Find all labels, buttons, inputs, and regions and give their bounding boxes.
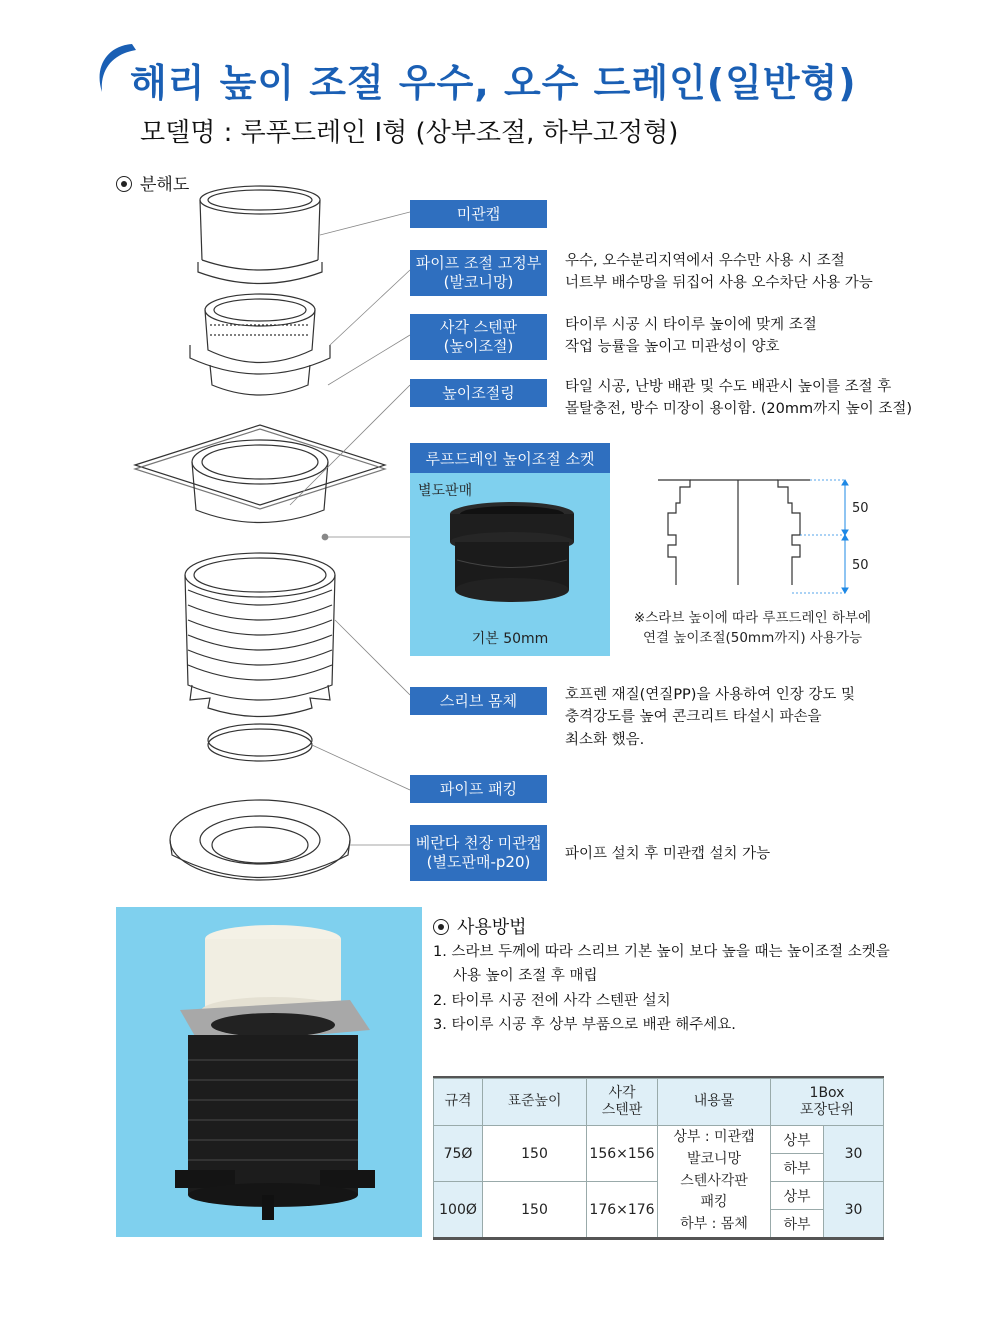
page-title: 해리 높이 조절 우수, 오수 드레인(일반형) [130,61,857,105]
dim-top: 50 [852,501,869,516]
cell-upper: 상부 [771,1126,824,1154]
usage-steps [433,940,890,1037]
label-pipe-fix-line2: (발코니망) [443,273,514,291]
th-plate: 사각 스텐판 [587,1079,658,1126]
desc-plate [565,314,817,359]
exploded-heading-text: 분해도 [140,175,190,195]
th-size: 규격 [434,1079,483,1126]
cell-unit: 30 [824,1126,884,1182]
desc-ring-line1: 타일 시공, 난방 배관 및 수도 배관시 높이를 조절 후 [565,379,892,395]
desc-pipe-fix [565,250,873,295]
cell-contents [658,1126,771,1238]
desc-plate-line2: 작업 능률을 높이고 미관성이 양호 [565,339,780,356]
socket-title: 루프드레인 높이조절 소켓 [410,443,610,473]
label-packing: 파이프 패킹 [410,775,547,803]
bullet-icon [433,919,449,935]
label-plate-line1: 사각 스텐판 [439,318,518,337]
sleeve-body-part [185,553,335,717]
table-bottom-border [433,1237,884,1240]
cap-part [198,186,322,284]
label-plate-line2: (높이조절) [443,337,514,355]
product-photo-icon [170,925,380,1225]
label-ring: 높이조절링 [410,379,547,407]
desc-plate-line1: 타이루 시공 시 타이루 높이에 맞게 조절 [565,317,817,333]
usage-step-2: 2. 타이루 시공 전에 사각 스텐판 설치 [433,992,671,1009]
contents-line1: 상부 : 미관캡 [673,1129,755,1146]
label-veranda-line2: (별도판매-p20) [426,853,531,871]
socket-note [620,608,885,649]
cell-lower: 하부 [771,1154,824,1182]
th-height: 표준높이 [483,1079,587,1126]
cell-unit: 30 [824,1182,884,1238]
label-veranda [410,825,547,881]
contents-line5: 하부 : 몸체 [680,1216,748,1233]
contents-line2: 발코니망 [686,1150,742,1167]
desc-veranda: 파이프 설치 후 미관캡 설치 가능 [565,846,771,862]
cell-size: 75Ø [434,1126,483,1182]
model-name: 모델명 : 루푸드레인 I형 (상부조절, 하부고정형) [140,118,679,148]
cell-plate: 156×156 [587,1126,658,1182]
desc-body [565,684,855,751]
packing-part [208,724,312,761]
usage-step-1: 1. 스라브 두께에 따라 스리브 기본 높이 보다 높을 때는 높이조절 소켓을 [433,944,890,960]
label-body: 스리브 몸체 [410,687,547,715]
table-header-row [434,1079,884,1126]
label-plate [410,314,547,360]
usage-step-1-cont: 사용 높이 조절 후 매립 [453,968,598,985]
contents-line3: 스텐사각판 [680,1172,748,1189]
desc-ring [565,376,912,421]
cell-height: 150 [483,1182,587,1238]
socket-note-line1: ※스라브 높이에 따라 루프드레인 하부에 [633,610,872,626]
usage-step-3: 3. 타이루 시공 후 상부 부품으로 배관 해주세요. [433,1017,736,1034]
desc-body-line1: 호프렌 재질(연질PP)을 사용하여 인장 강도 및 [565,687,855,703]
desc-pipe-fix-line2: 너트부 배수망을 뒤집어 사용 오수차단 사용 가능 [565,275,873,292]
pipe-fix-part [190,294,330,395]
desc-body-line3: 최소화 했음. [565,731,645,748]
label-pipe-fix [410,250,547,296]
contents-line4: 패킹 [700,1194,728,1211]
th-unit: 1Box 포장단위 [771,1079,884,1126]
desc-ring-line2: 몰탈충전, 방수 미장이 용이함. (20mm까지 높이 조절) [565,401,913,418]
socket-caption: 기본 50mm [471,631,549,647]
veranda-cap-part [170,800,350,880]
usage-heading-text: 사용방법 [457,917,527,938]
desc-body-line2: 충격강도를 높여 콘크리트 타설시 파손을 [565,709,822,726]
label-cap: 미관캡 [410,200,547,228]
label-veranda-line1: 베란다 천장 미관캡 [415,834,542,853]
cell-size: 100Ø [434,1182,483,1238]
table-row [434,1126,884,1154]
cell-height: 150 [483,1126,587,1182]
usage-heading [433,913,527,939]
socket-section-diagram [650,475,880,600]
socket-sold-separately: 별도판매 [418,483,473,499]
socket-photo-icon [445,500,580,610]
th-contents: 내용물 [658,1079,771,1126]
dim-bottom: 50 [852,558,869,573]
cell-lower: 하부 [771,1210,824,1238]
desc-pipe-fix-line1: 우수, 오수분리지역에서 우수만 사용 시 조절 [565,253,845,269]
cell-upper: 상부 [771,1182,824,1210]
exploded-diagram [130,180,410,900]
spec-table [433,1078,884,1238]
label-pipe-fix-line1: 파이프 조절 고정부 [415,254,542,273]
socket-note-line2: 연결 높이조절(50mm까지) 사용가능 [642,630,863,647]
cell-plate: 176×176 [587,1182,658,1238]
plate-part [135,425,385,523]
